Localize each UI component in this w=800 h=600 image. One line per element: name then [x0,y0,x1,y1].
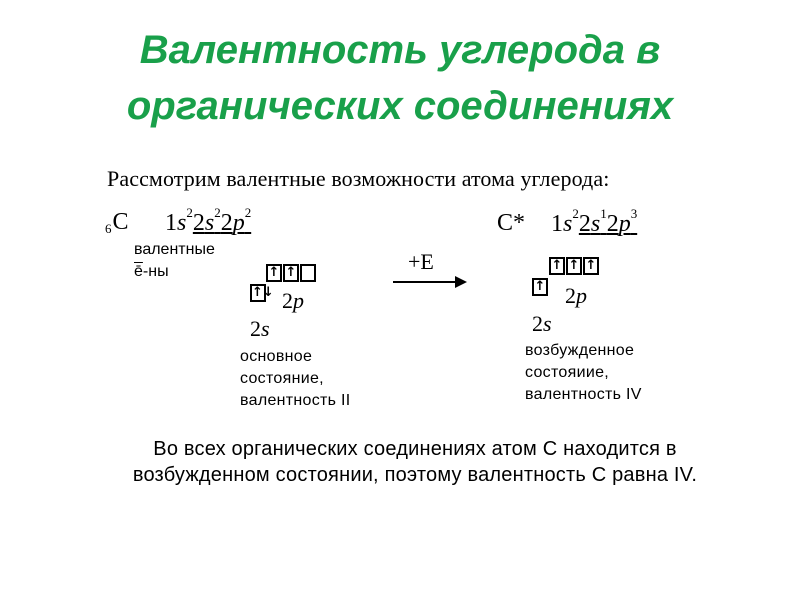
ground-state-description: основное состояние, валентность II [240,348,351,409]
excited-2p-box-3: ↑ [583,257,599,275]
slide-title-line-2: органических соединениях [126,84,674,128]
conclusion-text [70,436,760,488]
ground-2s-box: ↑↓ [252,285,274,300]
slide-title-line-1: Валентность углерода в [139,28,661,72]
element-symbol: C [112,209,129,235]
excited-2s-box: ↑ [532,278,548,296]
ground-element-symbol [105,209,129,237]
underlined-2p: $2p^2$ [220,205,252,236]
underlined-2p: $2p^3$ [606,206,638,237]
underlined-2s: $2s^2$ [192,205,221,236]
excited-state-description: возбужденное состояиие, валентность IV [525,342,642,403]
excited-2s-label: 2s [532,311,552,336]
intro-text: Рассмотрим валентные возможности атома углерода: [107,166,610,191]
conclusion-line-2: возбужденном состоянии, поэтому валентность С равна IV. [132,464,698,486]
electron-symbol: $\overline{ē}$ [134,263,143,280]
ground-2p-box-3 [300,264,316,282]
ground-2p-box-1: ↑ [266,264,282,282]
excited-2p-box-2: ↑ [566,257,582,275]
ground-2s-label: 2s [250,316,270,341]
excited-electron-config: $1s^22s^12p^3$ [551,206,638,237]
energy-label: +E [408,249,434,274]
excited-2p-box-1: ↑ [549,257,565,275]
excited-element-symbol: C* [497,210,526,236]
slide-title [0,22,800,134]
ground-2p-box-2: ↑ [283,264,299,282]
ground-2p-label: 2p [282,288,304,313]
excited-2p-label: 2p [565,283,587,308]
transition-arrow-icon [393,281,459,283]
valence-electrons-note: валентные $\overline{ē}-ны$ [134,241,215,280]
arrow-head-icon [455,276,467,288]
underlined-2s: $2s^1$ [578,206,607,237]
ground-electron-config: $1s^22s^22p^2$ [165,205,252,236]
atomic-number: 6 [105,221,112,236]
conclusion-line-1: Во всех органических соединениях атом С находится в [153,438,677,460]
